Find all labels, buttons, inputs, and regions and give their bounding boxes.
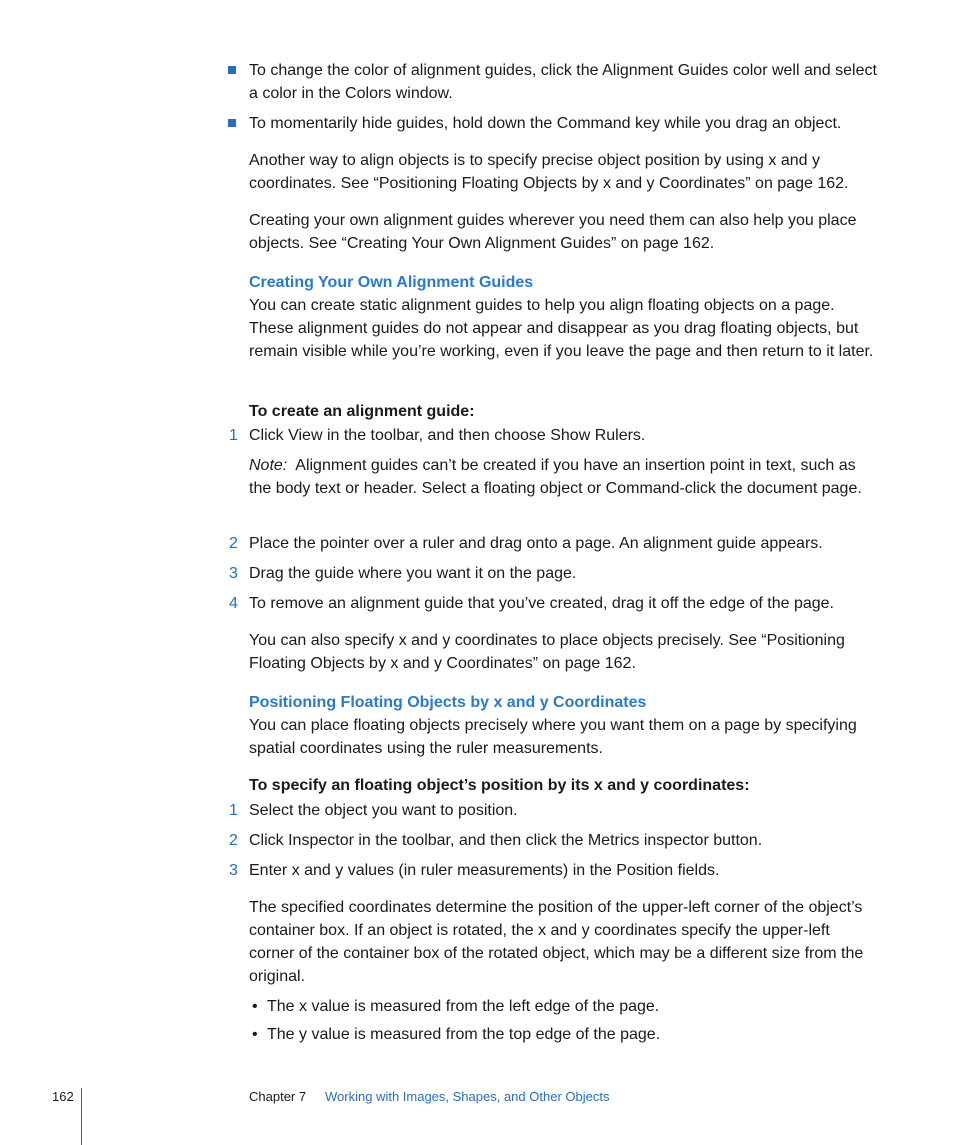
section-heading: Positioning Floating Objects by x and y Coordinates xyxy=(249,694,647,711)
note xyxy=(249,454,879,500)
step-text: Click View in the toolbar, and then choose Show Rulers. xyxy=(249,427,646,444)
paragraph: Another way to align objects is to specify precise object position by using x and y coordinates. See “Positioning Floating Objects by x and y Coordinates” on page 162. xyxy=(249,152,849,192)
section-heading: Creating Your Own Alignment Guides xyxy=(249,274,534,291)
bullet-text: The y value is measured from the top edge of the page. xyxy=(267,1026,661,1043)
bullet-text: To change the color of alignment guides, click the Alignment Guides color well and select a color in the Colors window. xyxy=(249,62,877,102)
step-number: 4 xyxy=(229,595,238,612)
paragraph: Creating your own alignment guides wherever you need them can also help you place objects. See “Creating Your Own Alignment Guides” on page 162. xyxy=(249,212,857,252)
step-number: 1 xyxy=(229,802,238,819)
step-text: Drag the guide where you want it on the page. xyxy=(249,565,577,582)
step-text: Select the object you want to position. xyxy=(249,802,518,819)
step-number: 2 xyxy=(229,535,238,552)
task-title: To create an alignment guide: xyxy=(249,403,475,420)
bullet-text: The x value is measured from the left edge of the page. xyxy=(267,998,660,1015)
bullet-dot-icon: • xyxy=(252,998,258,1015)
step-number: 2 xyxy=(229,832,238,849)
footer-divider xyxy=(81,1088,82,1145)
bullet-text: To momentarily hide guides, hold down the Command key while you drag an object. xyxy=(249,115,842,132)
bullet-square-icon xyxy=(228,119,236,127)
paragraph: You can create static alignment guides to help you align floating objects on a page. These alignment guides do not appear and disappear as you drag floating objects, but remain visible while you’re working, even if you leave the page and then return to it later. xyxy=(249,297,874,360)
step-text: Place the pointer over a ruler and drag onto a page. An alignment guide appears. xyxy=(249,535,823,552)
step-number: 3 xyxy=(229,565,238,582)
note-label: Note: xyxy=(249,457,288,474)
task-title: To specify an floating object’s position by its x and y coordinates: xyxy=(249,777,750,794)
step-text: To remove an alignment guide that you’ve created, drag it off the edge of the page. xyxy=(249,595,834,612)
paragraph: You can place floating objects precisely where you want them on a page by specifying spatial coordinates using the ruler measurements. xyxy=(249,717,857,757)
paragraph: You can also specify x and y coordinates to place objects precisely. See “Positioning Floating Objects by x and y Coordinates” on page 162. xyxy=(249,632,845,672)
step-text: Click Inspector in the toolbar, and then click the Metrics inspector button. xyxy=(249,832,763,849)
step-number: 1 xyxy=(229,427,238,444)
bullet-square-icon xyxy=(228,66,236,74)
bullet-dot-icon: • xyxy=(252,1026,258,1043)
page-number: 162 xyxy=(52,1089,74,1104)
footer-chapter-title: Working with Images, Shapes, and Other Objects xyxy=(325,1089,610,1104)
step-number: 3 xyxy=(229,862,238,879)
paragraph: The specified coordinates determine the position of the upper-left corner of the object’s container box. If an object is rotated, the x and y coordinates specify the upper-left corner of the container box of the rotated object, which may be a different size from the original. xyxy=(249,899,864,985)
step-text: Enter x and y values (in ruler measurements) in the Position fields. xyxy=(249,862,720,879)
footer-chapter: Chapter 7 xyxy=(249,1089,307,1104)
note-text: Alignment guides can’t be created if you have an insertion point in text, such as the body text or header. Select a floating object or Command-click the document page. xyxy=(249,457,862,497)
